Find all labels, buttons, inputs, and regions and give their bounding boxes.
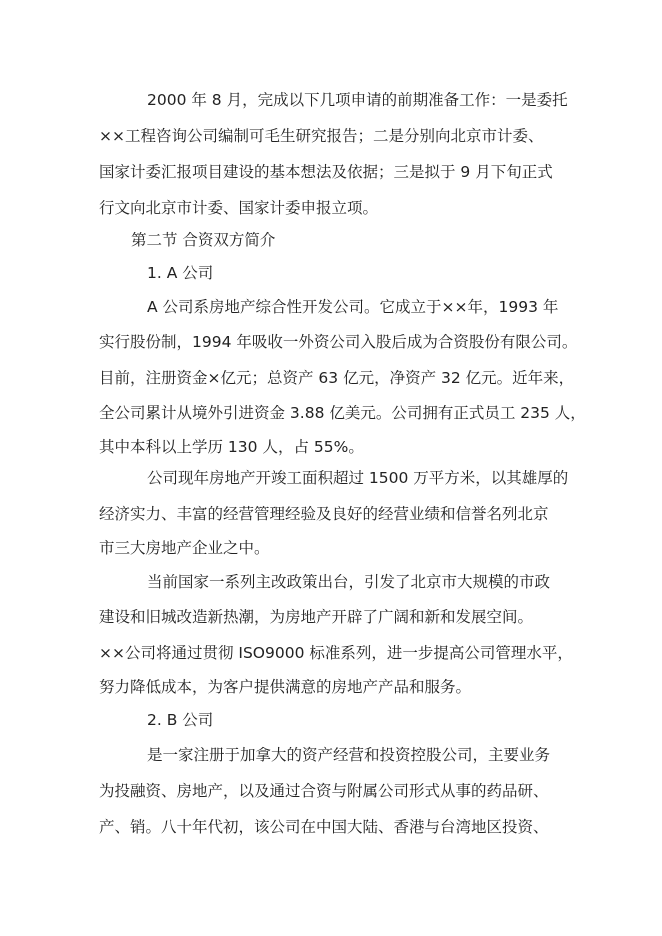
subsection-heading: 2. B 公司 bbox=[147, 711, 214, 729]
paragraph-line: 为投融资、房地产，以及通过合资与附属公司形式从事的药品研、 bbox=[99, 782, 549, 800]
paragraph-line: ××公司将通过贯彻 ISO9000 标准系列，进一步提高公司管理水平， bbox=[99, 644, 573, 662]
paragraph-line: 全公司累计从境外引进资金 3.88 亿美元。公司拥有正式员工 235 人， bbox=[99, 404, 586, 422]
paragraph-line: ××工程咨询公司编制可毛生研究报告；二是分别向北京市计委、 bbox=[99, 127, 544, 145]
paragraph-line: 其中本科以上学历 130 人，占 55%。 bbox=[99, 438, 364, 456]
paragraph-line: 产、销。八十年代初，该公司在中国大陆、香港与台湾地区投资、 bbox=[99, 818, 549, 836]
paragraph-line: 实行股份制，1994 年吸收一外资公司入股后成为合资股份有限公司。 bbox=[99, 333, 578, 351]
paragraph-line: 是一家注册于加拿大的资产经营和投资控股公司，主要业务 bbox=[147, 746, 551, 764]
subsection-heading: 1. A 公司 bbox=[147, 264, 214, 282]
paragraph-line: 经济实力、丰富的经营管理经验及良好的经营业绩和信誉名列北京 bbox=[99, 505, 549, 523]
paragraph-line: 努力降低成本，为客户提供满意的房地产产品和服务。 bbox=[99, 678, 472, 696]
paragraph-line: 2000 年 8 月，完成以下几项申请的前期准备工作：一是委托 bbox=[147, 91, 568, 109]
paragraph-line: A 公司系房地产综合性开发公司。它成立于××年，1993 年 bbox=[147, 298, 559, 316]
paragraph-line: 当前国家一系列主改政策出台，引发了北京市大规模的市政 bbox=[147, 573, 551, 591]
paragraph-line: 目前，注册资金×亿元；总资产 63 亿元，净资产 32 亿元。近年来， bbox=[99, 369, 575, 387]
paragraph-line: 建设和旧城改造新热潮，为房地产开辟了广阔和新和发展空间。 bbox=[99, 608, 534, 626]
paragraph-line: 市三大房地产企业之中。 bbox=[99, 539, 270, 557]
paragraph-line: 行文向北京市计委、国家计委申报立项。 bbox=[99, 199, 379, 217]
paragraph-line: 公司现年房地产开竣工面积超过 1500 万平方米，以其雄厚的 bbox=[147, 469, 569, 487]
paragraph-line: 国家计委汇报项目建设的基本想法及依据；三是拟于 9 月下旬正式 bbox=[99, 163, 553, 181]
section-heading: 第二节 合资双方简介 bbox=[131, 231, 276, 249]
